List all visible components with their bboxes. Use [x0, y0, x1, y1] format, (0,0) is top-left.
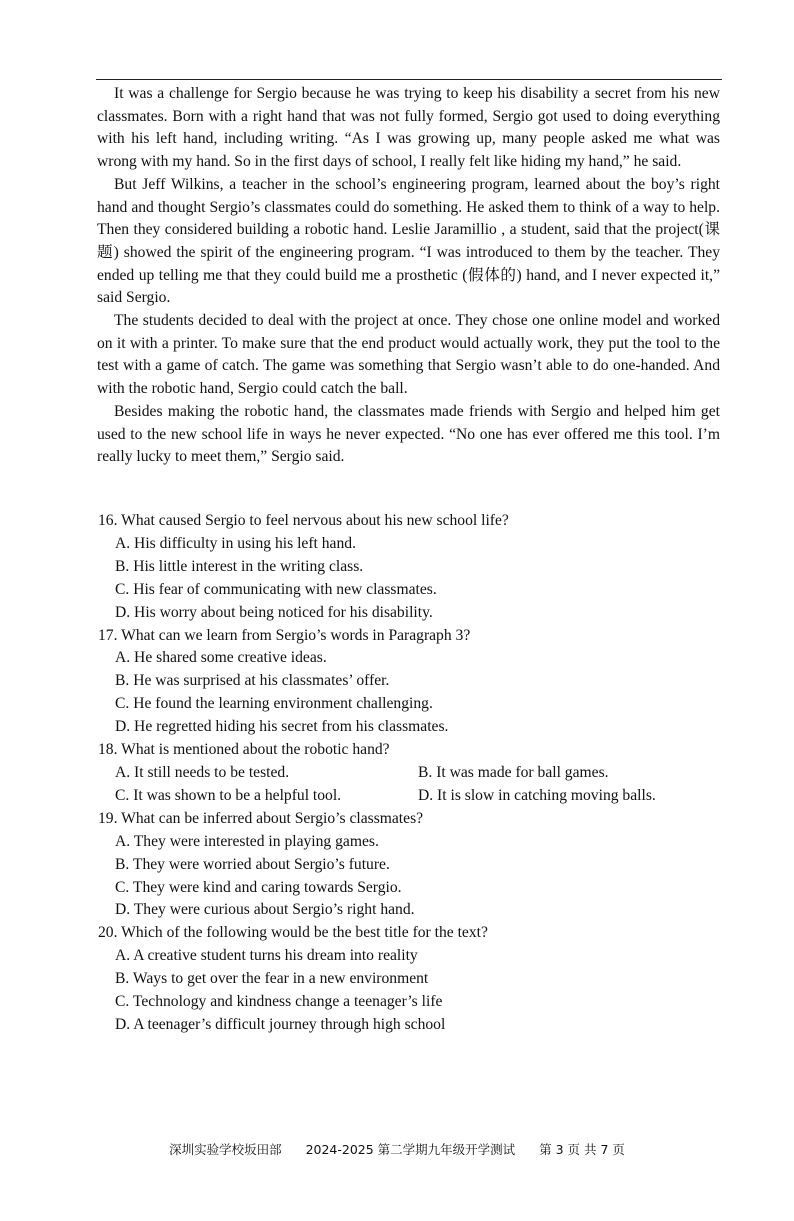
reading-passage: [97, 83, 720, 469]
option-c: C. It was shown to be a helpful tool.: [115, 786, 342, 804]
option-c: C. Technology and kindness change a teenager’s life: [115, 993, 443, 1011]
option-a: A. He shared some creative ideas.: [115, 649, 327, 667]
option-b: B. They were worried about Sergio’s future.: [115, 855, 390, 873]
option-d: D. He regretted hiding his secret from his classmates.: [115, 718, 449, 736]
question-16: [98, 510, 721, 625]
footer-school: 深圳实验学校坂田部: [169, 1142, 282, 1157]
page-footer: [0, 1140, 794, 1158]
question-list: [98, 510, 721, 1037]
question-18: [98, 739, 721, 808]
option-a: A. They were interested in playing games.: [115, 832, 379, 850]
question-17: [98, 625, 721, 740]
option-c: C. They were kind and caring towards Sergio.: [115, 878, 402, 896]
question-stem: 17. What can we learn from Sergio’s words in Paragraph 3?: [98, 626, 471, 644]
option-row: [98, 785, 721, 808]
option-b: B. Ways to get over the fear in a new environment: [115, 970, 429, 988]
passage-paragraph-1: It was a challenge for Sergio because he was trying to keep his disability a secret from his new classmates. Born with a right hand that was not fully formed, Sergio got used to doing everything with his left hand, including writing. “As I was growing up, many people asked me what was wrong with my hand. So in the first days of school, I really felt like hiding my hand,” he said.: [97, 85, 720, 171]
option-a: A. A creative student turns his dream into reality: [115, 947, 418, 965]
passage-paragraph-2: But Jeff Wilkins, a teacher in the school’s engineering program, learned about the boy’s right hand and thought Sergio’s classmates could do something. He asked them to think of a way to help. Then they considered building a robotic hand. Leslie Jaramillio , a student, said that the project(课题) showed the spirit of the engineering program. “I was introduced to them by the teacher. They ended up telling me that they could build me a prosthetic (假体的) hand, and I never expected it,” said Sergio.: [97, 175, 720, 307]
option-c: C. His fear of communicating with new classmates.: [115, 580, 437, 598]
option-b: B. He was surprised at his classmates’ offer.: [115, 672, 390, 690]
footer-page-number: 第 3 页 共 7 页: [539, 1142, 625, 1157]
option-a: A. It still needs to be tested.: [115, 763, 290, 781]
option-b: B. It was made for ball games.: [418, 763, 609, 781]
question-stem: 20. Which of the following would be the best title for the text?: [98, 924, 488, 942]
footer-exam: 2024-2025 第二学期九年级开学测试: [305, 1142, 516, 1157]
option-d: D. They were curious about Sergio’s right hand.: [115, 901, 415, 919]
option-d: D. His worry about being noticed for his disability.: [115, 603, 433, 621]
option-d: D. It is slow in catching moving balls.: [418, 786, 656, 804]
passage-paragraph-4: Besides making the robotic hand, the classmates made friends with Sergio and helped him get used to the new school life in ways he never expected. “No one has ever offered me this tool. I’m really lucky to meet them,” Sergio said.: [97, 402, 720, 466]
question-stem: 19. What can be inferred about Sergio’s classmates?: [98, 809, 424, 827]
question-stem: 18. What is mentioned about the robotic hand?: [98, 741, 390, 759]
option-row: [98, 762, 721, 785]
option-a: A. His difficulty in using his left hand.: [115, 534, 356, 552]
option-b: B. His little interest in the writing class.: [115, 557, 364, 575]
top-rule: [96, 79, 722, 80]
option-d: D. A teenager’s difficult journey through high school: [115, 1015, 446, 1033]
question-19: [98, 808, 721, 923]
option-c: C. He found the learning environment challenging.: [115, 695, 433, 713]
question-20: [98, 922, 721, 1037]
question-stem: 16. What caused Sergio to feel nervous about his new school life?: [98, 512, 509, 529]
passage-paragraph-3: The students decided to deal with the project at once. They chose one online model and worked on it with a printer. To make sure that the end product would actually work, they put the tool to the test with a game of catch. The game was something that Sergio wasn’t able to do one-handed. And with the robotic hand, Sergio could catch the ball.: [97, 312, 720, 398]
